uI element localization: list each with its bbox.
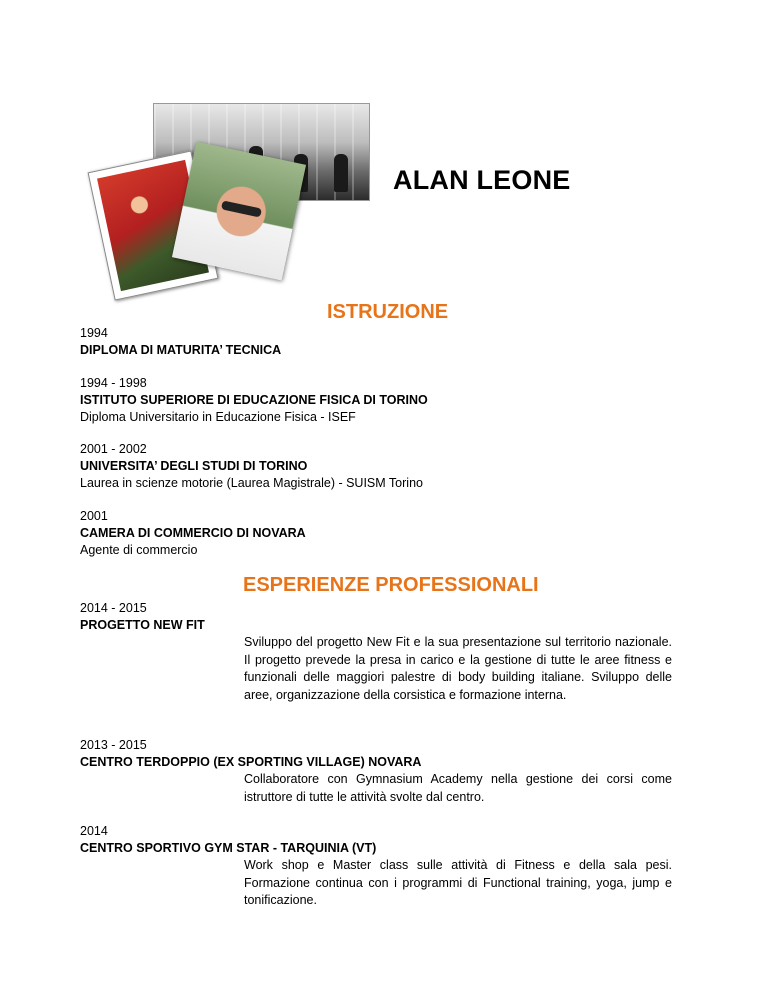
- edu-title: DIPLOMA DI MATURITA’ TECNICA: [80, 343, 282, 357]
- exp-title: CENTRO SPORTIVO GYM STAR - TARQUINIA (VT): [80, 841, 377, 855]
- edu-years: 2001: [80, 509, 108, 523]
- edu-detail: Laurea in scienze motorie (Laurea Magistrale) - SUISM Torino: [80, 476, 423, 490]
- exp-years: 2013 - 2015: [80, 738, 147, 752]
- exp-description: Sviluppo del progetto New Fit e la sua presentazione sul territorio nazionale. Il progetto prevede la presa in carico e la gestione di tutte le aree fitness e funzionali delle maggiori palestre di body building italiane. Sviluppo delle aree, organizzazione della corsistica e formazione interna.: [244, 635, 672, 702]
- edu-detail: Agente di commercio: [80, 543, 198, 557]
- exp-description: Work shop e Master class sulle attività di Fitness e della sala pesi. Formazione continua con i programmi di Functional training, yoga, jump e tonificazione.: [244, 858, 672, 907]
- section-title-istruzione: ISTRUZIONE: [327, 301, 449, 323]
- edu-title: UNIVERSITA’ DEGLI STUDI DI TORINO: [80, 459, 308, 473]
- edu-detail: Diploma Universitario in Educazione Fisica - ISEF: [80, 410, 356, 424]
- exp-title: PROGETTO NEW FIT: [80, 618, 205, 632]
- edu-years: 2001 - 2002: [80, 442, 147, 456]
- exp-description: Collaboratore con Gymnasium Academy nella gestione dei corsi come istruttore di tutte le attività svolte dal centro.: [244, 772, 672, 804]
- exp-years: 2014 - 2015: [80, 601, 147, 615]
- edu-years: 1994 - 1998: [80, 376, 147, 390]
- edu-title: ISTITUTO SUPERIORE DI EDUCAZIONE FISICA DI TORINO: [80, 393, 428, 407]
- section-title-esperienze: ESPERIENZE PROFESSIONALI: [243, 574, 539, 596]
- exp-title: CENTRO TERDOPPIO (EX SPORTING VILLAGE) NOVARA: [80, 755, 422, 769]
- exp-years: 2014: [80, 824, 108, 838]
- portrait-photo: [172, 142, 306, 281]
- person-name: ALAN LEONE: [393, 165, 571, 195]
- edu-title: CAMERA DI COMMERCIO DI NOVARA: [80, 526, 306, 540]
- edu-years: 1994: [80, 326, 108, 340]
